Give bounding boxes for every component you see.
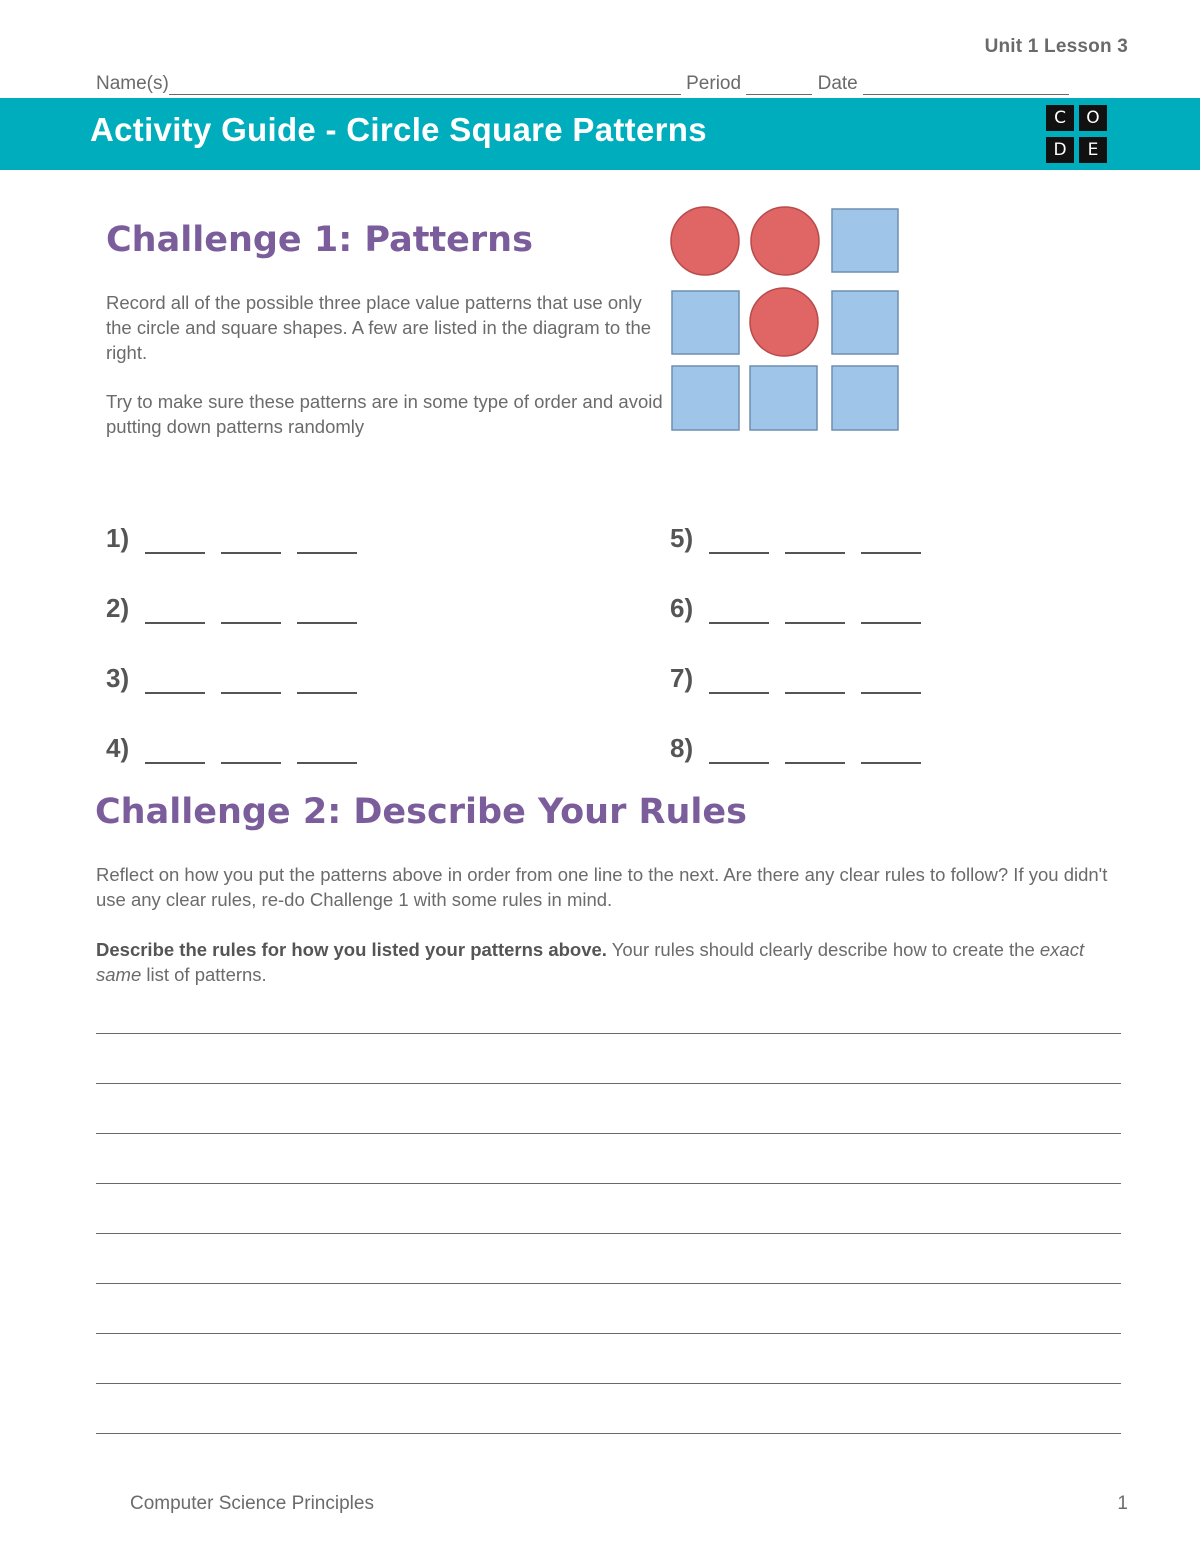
answer-number: 5) <box>670 523 694 553</box>
answer-row <box>670 663 921 694</box>
answer-blank[interactable] <box>709 528 769 554</box>
footer-page-number: 1 <box>1117 1493 1128 1514</box>
writing-line[interactable] <box>96 1183 1121 1184</box>
challenge1-order-note: Try to make sure these patterns are in some type of order and avoid putting down patterns randomly <box>106 391 663 437</box>
date-field[interactable] <box>863 74 1069 95</box>
code-logo <box>1044 103 1110 165</box>
answer-blank[interactable] <box>709 668 769 694</box>
answer-blank[interactable] <box>785 738 845 764</box>
name-period-date-row <box>96 73 1086 99</box>
period-label: Period <box>686 73 742 94</box>
writing-line[interactable] <box>96 1033 1121 1034</box>
answer-number: 2) <box>106 593 130 623</box>
answer-blank[interactable] <box>221 668 281 694</box>
answer-blank[interactable] <box>785 528 845 554</box>
square-shape <box>832 291 898 354</box>
period-field[interactable] <box>746 74 812 95</box>
answer-number: 8) <box>670 733 694 763</box>
date-label: Date <box>817 73 858 94</box>
unit-lesson-label: Unit 1 Lesson 3 <box>984 36 1128 57</box>
prompt-text: Your rules should clearly describe how to create the <box>606 939 1040 960</box>
writing-line[interactable] <box>96 1083 1121 1084</box>
answer-row <box>106 733 357 764</box>
pattern-diagram <box>665 200 910 440</box>
answer-number: 6) <box>670 593 694 623</box>
page-title: Activity Guide - Circle Square Patterns <box>90 111 707 148</box>
answer-blank[interactable] <box>297 668 357 694</box>
square-shape <box>672 291 739 354</box>
square-shape <box>832 366 898 430</box>
answer-blank[interactable] <box>297 598 357 624</box>
square-shape <box>672 366 739 430</box>
circle-shape <box>750 288 818 356</box>
answer-blank[interactable] <box>861 668 921 694</box>
writing-line[interactable] <box>96 1433 1121 1434</box>
answer-blank[interactable] <box>145 738 205 764</box>
answer-blank[interactable] <box>785 668 845 694</box>
writing-line[interactable] <box>96 1383 1121 1384</box>
answer-number: 4) <box>106 733 130 763</box>
challenge1-instructions: Record all of the possible three place value patterns that use only the circle and square shapes. A few are listed in the diagram to the right. <box>106 292 652 363</box>
square-shape <box>750 366 817 430</box>
answer-blank[interactable] <box>145 668 205 694</box>
writing-line[interactable] <box>96 1133 1121 1134</box>
answer-blank[interactable] <box>709 598 769 624</box>
answer-row <box>106 593 357 624</box>
name-field[interactable] <box>169 74 681 95</box>
prompt-bold: Describe the rules for how you listed your patterns above. <box>96 939 607 960</box>
challenge1-title: Challenge 1: Patterns <box>106 220 533 260</box>
writing-line[interactable] <box>96 1283 1121 1284</box>
answer-blank[interactable] <box>861 528 921 554</box>
logo-letter: O <box>1079 105 1107 131</box>
answer-blank[interactable] <box>297 738 357 764</box>
answer-blank[interactable] <box>145 528 205 554</box>
answer-row <box>670 733 921 764</box>
logo-letter: E <box>1079 137 1107 163</box>
name-label: Name(s) <box>96 73 169 94</box>
prompt-end: list of patterns. <box>141 964 267 985</box>
answer-blank[interactable] <box>709 738 769 764</box>
answer-row <box>106 523 357 554</box>
challenge2-title: Challenge 2: Describe Your Rules <box>95 792 747 832</box>
answer-blank[interactable] <box>221 738 281 764</box>
answer-row <box>106 663 357 694</box>
answer-number: 3) <box>106 663 130 693</box>
footer-course: Computer Science Principles <box>130 1493 374 1514</box>
answer-blank[interactable] <box>785 598 845 624</box>
circle-shape <box>671 207 739 275</box>
square-shape <box>832 209 898 272</box>
writing-line[interactable] <box>96 1333 1121 1334</box>
answer-blank[interactable] <box>861 738 921 764</box>
writing-line[interactable] <box>96 1233 1121 1234</box>
answer-blank[interactable] <box>861 598 921 624</box>
logo-letter: C <box>1046 105 1074 131</box>
challenge2-prompt <box>96 937 1126 987</box>
answer-number: 1) <box>106 523 130 553</box>
answer-number: 7) <box>670 663 694 693</box>
circle-shape <box>751 207 819 275</box>
challenge2-reflection: Reflect on how you put the patterns above in order from one line to the next. Are there any clear rules to follow? If you didn't use any clear rules, re-do Challenge 1 with some rules in mind. <box>96 864 1108 910</box>
answer-blank[interactable] <box>145 598 205 624</box>
answer-row <box>670 593 921 624</box>
logo-letter: D <box>1046 137 1074 163</box>
answer-blank[interactable] <box>221 598 281 624</box>
prompt-italic: exact same <box>96 939 1085 985</box>
answer-blank[interactable] <box>221 528 281 554</box>
answer-row <box>670 523 921 554</box>
answer-blank[interactable] <box>297 528 357 554</box>
